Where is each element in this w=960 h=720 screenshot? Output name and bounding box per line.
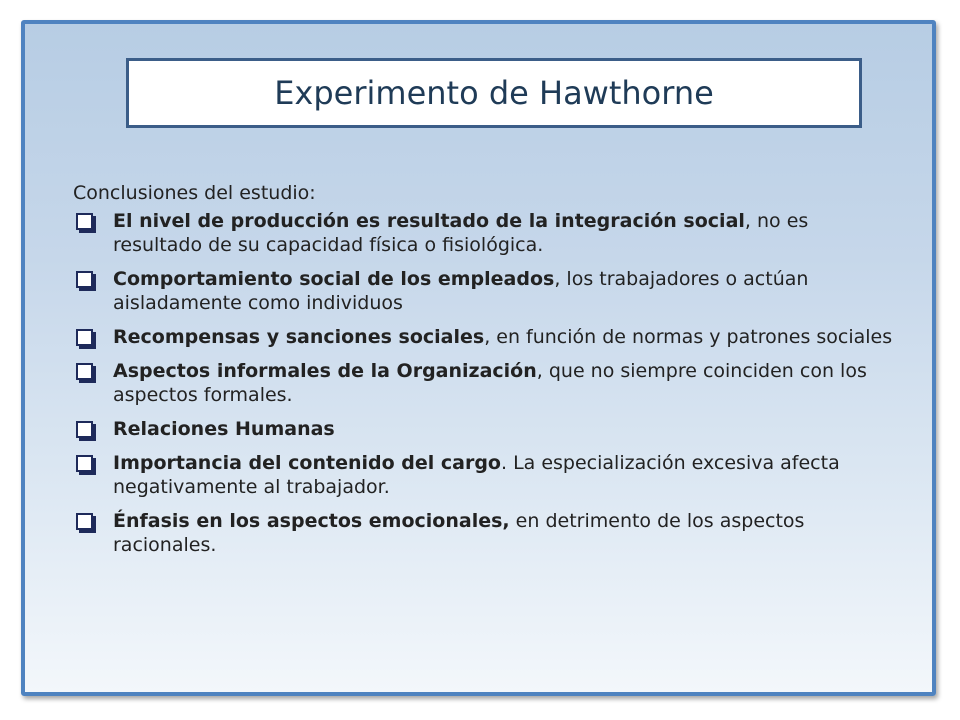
bullet-bold-text: Aspectos informales de la Organización [113,360,537,382]
checkbox-square-icon [76,513,93,530]
bullet-item [73,509,903,557]
checkbox-square-icon [76,455,93,472]
bullet-text: , no es resultado de su capacidad física o fisiológica. [113,210,809,256]
checkbox-square-icon [76,213,93,230]
bullet-text: , en función de normas y patrones sociales [484,326,893,348]
bullet-bold-text: Relaciones Humanas [113,418,335,440]
bullet-list [73,209,903,557]
checkbox-square-icon [76,421,93,438]
bullet-text: , que no siempre coinciden con los aspectos formales. [113,360,867,406]
bullet-bold-text: Comportamiento social de los empleados [113,268,555,290]
bullet-bold-text: Recompensas y sanciones sociales [113,326,485,348]
bullet-text: en detrimento de los aspectos racionales. [113,510,805,556]
slide-frame [21,20,936,696]
bullet-bold-text: Importancia del contenido del cargo [113,452,501,474]
intro-text: Conclusiones del estudio: [73,182,316,204]
bullet-item [73,325,903,349]
title-box [126,58,862,128]
bullet-item [73,451,903,499]
bullet-item [73,209,903,257]
checkbox-square-icon [76,271,93,288]
bullet-bold-text: El nivel de producción es resultado de la integración social [113,210,745,232]
checkbox-square-icon [76,363,93,380]
bullet-item [73,417,903,441]
slide-title: Experimento de Hawthorne [274,74,714,112]
bullet-item [73,267,903,315]
bullet-item [73,359,903,407]
checkbox-square-icon [76,329,93,346]
bullet-text: . La especialización excesiva afecta negativamente al trabajador. [113,452,840,498]
slide-content [73,181,903,567]
bullet-bold-text: Énfasis en los aspectos emocionales, [113,510,510,532]
bullet-text: , los trabajadores o actúan aisladamente como individuos [113,268,809,314]
